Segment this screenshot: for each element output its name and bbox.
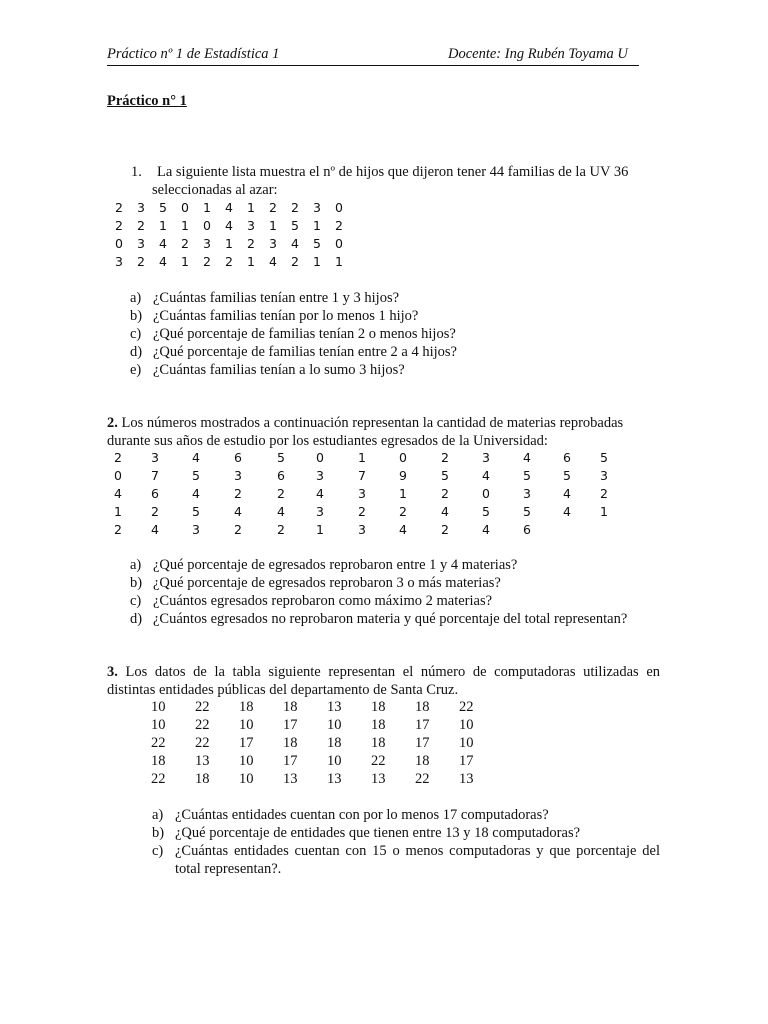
ex3-data-table	[151, 699, 491, 789]
table-cell: 3	[358, 522, 366, 537]
table-cell: 18	[327, 735, 342, 751]
table-cell: 2	[335, 218, 343, 233]
page-title: Práctico n° 1	[107, 93, 187, 109]
table-cell: 2	[234, 522, 242, 537]
table-cell: 3	[600, 468, 608, 483]
table-row	[151, 753, 491, 771]
table-cell: 3	[234, 468, 242, 483]
table-row	[115, 236, 355, 254]
ex2-data-table	[114, 450, 614, 540]
table-cell: 4	[482, 522, 490, 537]
table-cell: 1	[114, 504, 122, 519]
table-cell: 6	[563, 450, 571, 465]
table-cell: 22	[195, 735, 210, 751]
table-cell: 13	[371, 771, 386, 787]
table-cell: 6	[151, 486, 159, 501]
table-cell: 0	[335, 236, 343, 251]
table-cell: 10	[151, 717, 166, 733]
question-text: ¿Qué porcentaje de egresados reprobaron entre 1 y 4 materias?	[153, 557, 518, 573]
table-cell: 18	[371, 699, 386, 715]
table-cell: 3	[203, 236, 211, 251]
question-text: ¿Cuántos egresados no reprobaron materia y qué porcentaje del total representan?	[153, 611, 628, 627]
table-cell: 4	[291, 236, 299, 251]
table-cell: 2	[358, 504, 366, 519]
table-cell: 9	[399, 468, 407, 483]
table-cell: 3	[115, 254, 123, 269]
table-cell: 3	[137, 236, 145, 251]
table-row	[114, 450, 614, 468]
table-cell: 2	[114, 522, 122, 537]
table-cell: 1	[181, 254, 189, 269]
table-cell: 18	[283, 699, 298, 715]
table-cell: 4	[151, 522, 159, 537]
table-cell: 2	[247, 236, 255, 251]
table-row	[151, 771, 491, 789]
table-cell: 10	[239, 717, 254, 733]
table-cell: 10	[239, 753, 254, 769]
table-cell: 4	[225, 200, 233, 215]
question-label: b)	[152, 825, 165, 841]
question-label: c)	[130, 326, 142, 342]
table-cell: 0	[181, 200, 189, 215]
table-cell: 1	[358, 450, 366, 465]
table-cell: 10	[459, 735, 474, 751]
table-cell: 0	[399, 450, 407, 465]
question-label: a)	[130, 557, 142, 573]
table-cell: 1	[225, 236, 233, 251]
ex2-statement-line2: durante sus años de estudio por los estudiantes egresados de la Universidad:	[107, 433, 548, 449]
table-cell: 0	[203, 218, 211, 233]
table-cell: 18	[371, 717, 386, 733]
table-cell: 1	[600, 504, 608, 519]
question-label: b)	[130, 308, 143, 324]
table-cell: 2	[269, 200, 277, 215]
table-cell: 2	[441, 486, 449, 501]
table-cell: 1	[399, 486, 407, 501]
table-cell: 22	[371, 753, 386, 769]
table-cell: 13	[459, 771, 474, 787]
table-cell: 4	[482, 468, 490, 483]
table-cell: 6	[277, 468, 285, 483]
table-cell: 4	[159, 254, 167, 269]
table-cell: 3	[482, 450, 490, 465]
question-text: ¿Qué porcentaje de egresados reprobaron 3 o más materias?	[153, 575, 501, 591]
table-cell: 2	[137, 218, 145, 233]
table-cell: 3	[358, 486, 366, 501]
table-cell: 22	[151, 735, 166, 751]
table-cell: 17	[459, 753, 474, 769]
table-cell: 4	[269, 254, 277, 269]
table-row	[114, 522, 614, 540]
table-cell: 0	[316, 450, 324, 465]
table-cell: 4	[225, 218, 233, 233]
table-cell: 5	[600, 450, 608, 465]
table-cell: 22	[195, 717, 210, 733]
table-cell: 13	[283, 771, 298, 787]
question-text-continued: total representan?.	[175, 861, 282, 877]
table-row	[114, 468, 614, 486]
ex3-statement-line2: distintas entidades públicas del departamento de Santa Cruz.	[107, 682, 459, 698]
table-cell: 5	[441, 468, 449, 483]
table-cell: 4	[316, 486, 324, 501]
table-row	[151, 717, 491, 735]
table-cell: 6	[523, 522, 531, 537]
table-cell: 17	[415, 717, 430, 733]
table-cell: 18	[415, 699, 430, 715]
table-row	[151, 735, 491, 753]
table-cell: 1	[247, 254, 255, 269]
table-cell: 1	[247, 200, 255, 215]
table-cell: 0	[115, 236, 123, 251]
question-label: a)	[130, 290, 142, 306]
table-cell: 2	[115, 218, 123, 233]
table-cell: 4	[192, 486, 200, 501]
question-text: ¿Qué porcentaje de familias tenían 2 o menos hijos?	[153, 326, 456, 342]
ex1-number: 1.	[131, 164, 142, 180]
table-cell: 3	[137, 200, 145, 215]
table-cell: 2	[151, 504, 159, 519]
question-label: d)	[130, 344, 143, 360]
question-label: c)	[130, 593, 142, 609]
table-cell: 4	[159, 236, 167, 251]
table-cell: 17	[415, 735, 430, 751]
table-cell: 2	[234, 486, 242, 501]
table-cell: 5	[291, 218, 299, 233]
table-cell: 4	[192, 450, 200, 465]
question-text: ¿Qué porcentaje de entidades que tienen entre 13 y 18 computadoras?	[175, 825, 581, 841]
table-cell: 5	[192, 504, 200, 519]
table-cell: 2	[600, 486, 608, 501]
table-cell: 17	[239, 735, 254, 751]
question-label: e)	[130, 362, 142, 378]
table-cell: 10	[327, 753, 342, 769]
table-row	[114, 504, 614, 522]
table-row	[115, 200, 355, 218]
question-text: ¿Cuántas familias tenían por lo menos 1 hijo?	[153, 308, 419, 324]
table-cell: 18	[151, 753, 166, 769]
table-cell: 2	[277, 522, 285, 537]
table-cell: 2	[203, 254, 211, 269]
table-cell: 6	[234, 450, 242, 465]
table-cell: 22	[415, 771, 430, 787]
question-label: c)	[152, 843, 164, 859]
ex2-statement-text: Los números mostrados a continuación representan la cantidad de materias reprobadas	[121, 415, 624, 431]
table-row	[151, 699, 491, 717]
ex1-statement-line2: seleccionadas al azar:	[152, 182, 278, 198]
table-cell: 7	[358, 468, 366, 483]
table-cell: 4	[114, 486, 122, 501]
header-teacher: Docente: Ing Rubén Toyama U	[448, 46, 628, 62]
ex3-statement-text: Los datos de la tabla siguiente representan el número de computadoras utilizadas en	[125, 664, 661, 680]
table-cell: 10	[151, 699, 166, 715]
table-cell: 18	[195, 771, 210, 787]
ex3-statement-line1	[107, 663, 660, 681]
ex1-statement-line1: La siguiente lista muestra el nº de hijos que dijeron tener 44 familias de la UV 36	[157, 164, 629, 180]
table-cell: 4	[563, 504, 571, 519]
table-cell: 10	[327, 717, 342, 733]
table-cell: 5	[482, 504, 490, 519]
table-cell: 17	[283, 717, 298, 733]
table-cell: 5	[523, 468, 531, 483]
table-cell: 3	[269, 236, 277, 251]
table-cell: 2	[291, 254, 299, 269]
table-cell: 7	[151, 468, 159, 483]
table-cell: 22	[459, 699, 474, 715]
table-cell: 5	[159, 200, 167, 215]
table-cell: 5	[313, 236, 321, 251]
page-header	[107, 46, 639, 66]
table-row	[114, 486, 614, 504]
table-cell: 3	[151, 450, 159, 465]
table-cell: 4	[399, 522, 407, 537]
table-cell: 3	[313, 200, 321, 215]
table-cell: 1	[335, 254, 343, 269]
table-cell: 18	[283, 735, 298, 751]
table-cell: 4	[234, 504, 242, 519]
table-cell: 18	[239, 699, 254, 715]
table-cell: 2	[441, 522, 449, 537]
table-cell: 3	[316, 504, 324, 519]
table-cell: 5	[563, 468, 571, 483]
question-text: ¿Cuántas familias tenían a lo sumo 3 hijos?	[153, 362, 405, 378]
table-cell: 2	[399, 504, 407, 519]
table-cell: 1	[313, 218, 321, 233]
table-cell: 2	[114, 450, 122, 465]
table-cell: 0	[482, 486, 490, 501]
table-cell: 3	[316, 468, 324, 483]
question-text: ¿Qué porcentaje de familias tenían entre 2 a 4 hijos?	[153, 344, 457, 360]
table-cell: 1	[159, 218, 167, 233]
question-label: d)	[130, 611, 143, 627]
table-cell: 2	[225, 254, 233, 269]
table-cell: 3	[247, 218, 255, 233]
table-cell: 13	[327, 771, 342, 787]
table-cell: 3	[192, 522, 200, 537]
table-cell: 22	[151, 771, 166, 787]
table-cell: 1	[316, 522, 324, 537]
table-cell: 10	[239, 771, 254, 787]
table-cell: 4	[523, 450, 531, 465]
table-row	[115, 218, 355, 236]
ex1-data-table	[115, 200, 355, 272]
table-cell: 4	[563, 486, 571, 501]
table-cell: 1	[269, 218, 277, 233]
table-cell: 1	[313, 254, 321, 269]
table-cell: 4	[277, 504, 285, 519]
table-cell: 10	[459, 717, 474, 733]
table-cell: 18	[415, 753, 430, 769]
ex2-number: 2.	[107, 415, 118, 431]
table-cell: 2	[115, 200, 123, 215]
table-cell: 2	[137, 254, 145, 269]
table-cell: 1	[181, 218, 189, 233]
question-label: a)	[152, 807, 164, 823]
table-cell: 13	[195, 753, 210, 769]
table-cell: 3	[523, 486, 531, 501]
table-cell: 2	[441, 450, 449, 465]
table-cell: 13	[327, 699, 342, 715]
table-cell: 18	[371, 735, 386, 751]
table-cell: 2	[181, 236, 189, 251]
question-text: ¿Cuántas entidades cuentan con 15 o menos computadoras y que porcentaje del	[175, 843, 660, 859]
question-text: ¿Cuántas entidades cuentan con por lo menos 17 computadoras?	[175, 807, 549, 823]
table-cell: 5	[277, 450, 285, 465]
table-cell: 4	[441, 504, 449, 519]
table-cell: 0	[335, 200, 343, 215]
table-cell: 22	[195, 699, 210, 715]
header-course: Práctico nº 1 de Estadística 1	[107, 46, 280, 62]
ex3-number: 3.	[107, 664, 118, 680]
table-cell: 2	[291, 200, 299, 215]
question-label: b)	[130, 575, 143, 591]
ex2-statement-line1	[107, 414, 623, 432]
table-row	[115, 254, 355, 272]
table-cell: 5	[192, 468, 200, 483]
table-cell: 0	[114, 468, 122, 483]
table-cell: 2	[277, 486, 285, 501]
table-cell: 1	[203, 200, 211, 215]
table-cell: 5	[523, 504, 531, 519]
question-text: ¿Cuántas familias tenían entre 1 y 3 hijos?	[153, 290, 400, 306]
question-text: ¿Cuántos egresados reprobaron como máximo 2 materias?	[153, 593, 493, 609]
table-cell: 17	[283, 753, 298, 769]
